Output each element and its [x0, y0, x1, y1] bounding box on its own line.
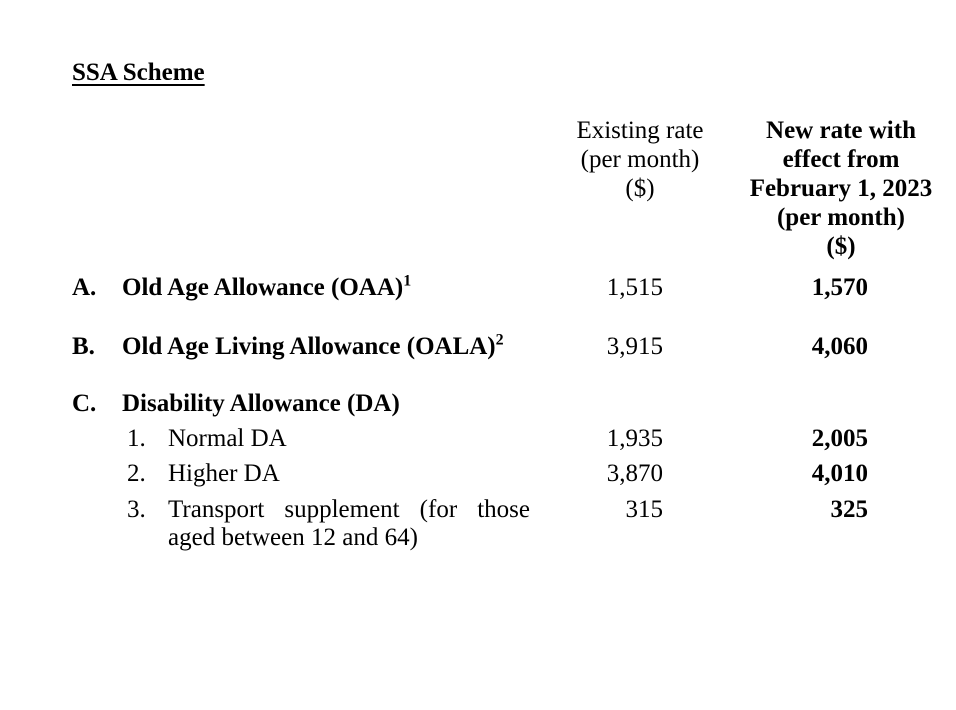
new-rate-value: 325	[830, 496, 868, 523]
header-line: (per month)	[776, 204, 905, 231]
row-label-text: Old Age Living Allowance (OALA)	[122, 333, 496, 360]
new-rate-value: 4,060	[811, 333, 868, 360]
footnote-reference: 1	[403, 272, 412, 290]
row-label-text: Disability Allowance (DA)	[122, 390, 400, 417]
row-marker: 1.	[127, 425, 146, 452]
page-title: SSA Scheme	[72, 59, 205, 86]
row-label-text: Normal DA	[168, 425, 287, 452]
row-marker: 2.	[127, 460, 146, 487]
table-row-disability-allowance	[72, 390, 956, 418]
header-line: Existing rate	[576, 117, 704, 144]
existing-rate-value: 315	[625, 496, 663, 523]
header-line: effect from	[782, 146, 900, 173]
new-rate-value: 2,005	[811, 425, 868, 452]
column-header-existing-rate	[560, 116, 720, 203]
header-line: ($)	[826, 233, 856, 260]
table-row-old-age-living-allowance	[72, 333, 956, 361]
row-marker: C.	[72, 390, 97, 417]
row-label	[122, 425, 560, 453]
footnote-reference: 2	[495, 331, 504, 349]
new-rate-value: 1,570	[811, 274, 868, 301]
header-line: ($)	[625, 175, 655, 202]
existing-rate-value: 1,935	[606, 425, 663, 452]
row-label-text: Old Age Allowance (OAA)	[122, 274, 404, 301]
table-header-row	[72, 116, 956, 261]
row-label	[122, 274, 560, 302]
existing-rate-value: 3,915	[606, 333, 663, 360]
row-label-text: Higher DA	[168, 460, 280, 487]
row-label	[122, 333, 560, 361]
table-row-higher-da	[72, 460, 956, 488]
row-marker: 3.	[127, 496, 146, 523]
row-label	[122, 390, 560, 418]
row-label	[122, 496, 560, 552]
header-line: (per month)	[580, 146, 700, 173]
existing-rate-value: 3,870	[606, 460, 663, 487]
header-line: February 1, 2023	[749, 175, 933, 202]
column-header-new-rate	[720, 116, 945, 261]
row-label-line1: Transport supplement (for those	[168, 496, 530, 523]
table-row-old-age-allowance	[72, 274, 956, 302]
existing-rate-value: 1,515	[606, 274, 663, 301]
new-rate-value: 4,010	[811, 460, 868, 487]
table-row-transport-supplement	[72, 496, 956, 552]
table-row-normal-da	[72, 425, 956, 453]
row-marker: A.	[72, 274, 97, 301]
row-label-line2: aged between 12 and 64)	[168, 524, 418, 551]
header-line: New rate with	[766, 117, 916, 144]
row-marker: B.	[72, 333, 95, 360]
row-label	[122, 460, 560, 488]
